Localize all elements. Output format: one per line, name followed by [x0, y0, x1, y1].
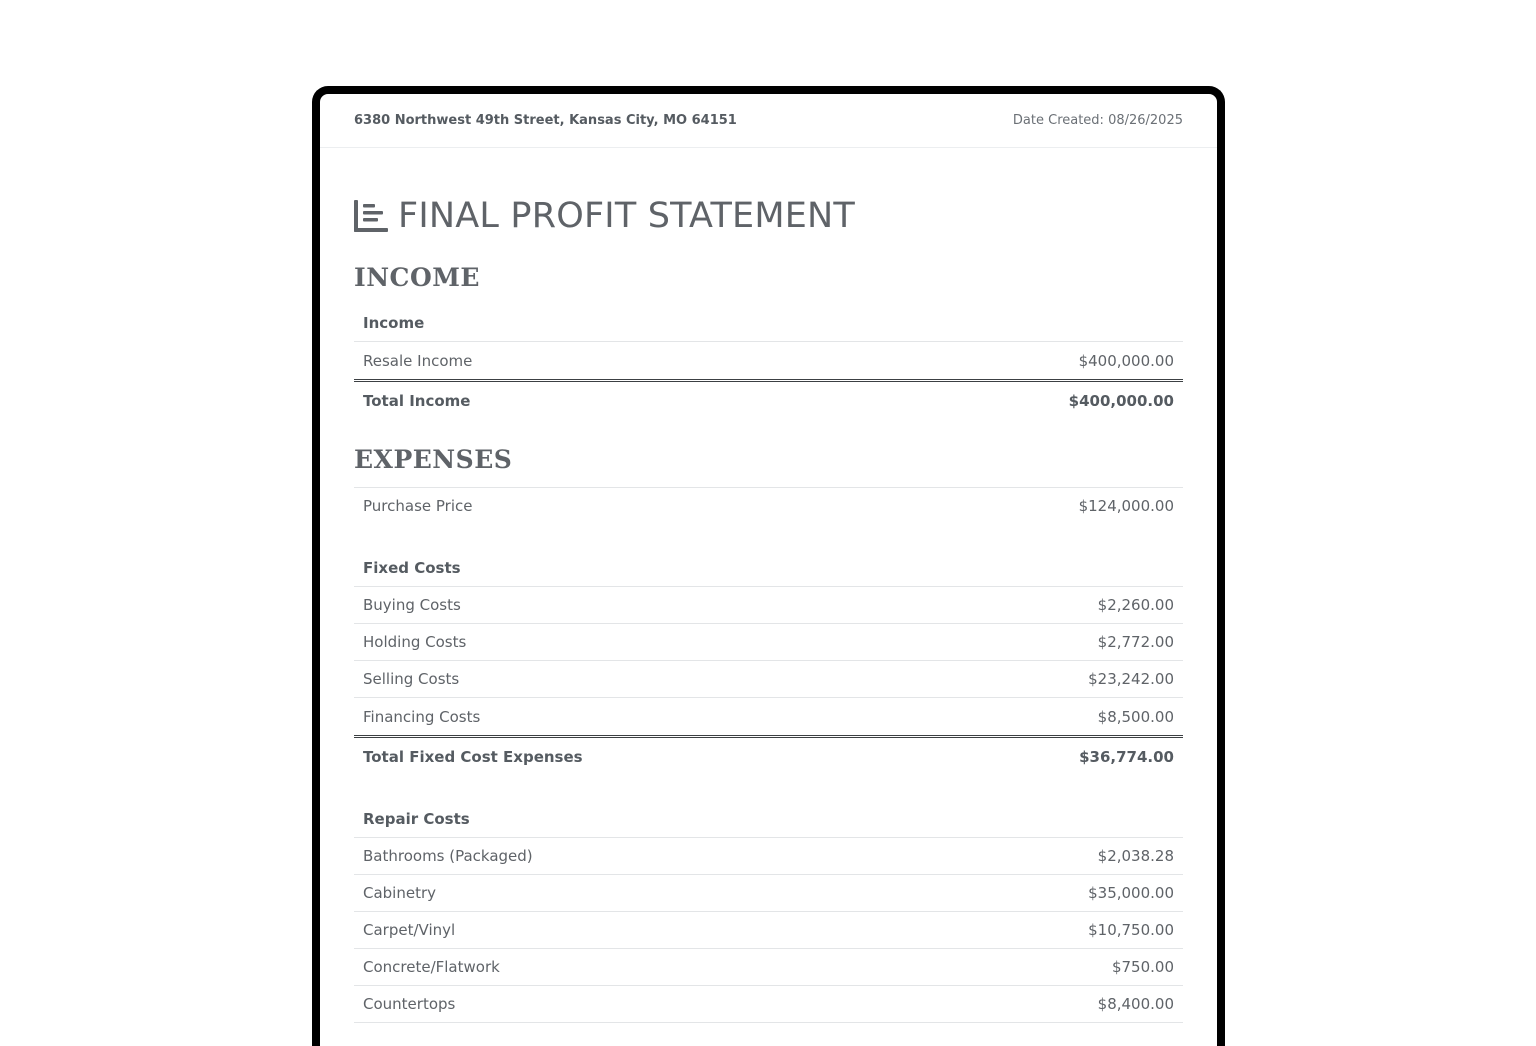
- row-value: $35,000.00: [1088, 884, 1174, 902]
- table-row: [354, 912, 1183, 949]
- table-row: [354, 949, 1183, 986]
- row-label: Bathrooms (Packaged): [363, 847, 533, 865]
- table-row: [354, 661, 1183, 698]
- purchase-price-row: [354, 487, 1183, 524]
- row-label: Financing Costs: [363, 707, 481, 726]
- row-value: $8,500.00: [1097, 707, 1174, 726]
- row-value: $23,242.00: [1088, 670, 1174, 688]
- date-created: Date Created: 08/26/2025: [1012, 113, 1183, 128]
- row-label: Selling Costs: [363, 670, 460, 688]
- table-row: [354, 698, 1183, 735]
- statement-body: [320, 196, 1217, 1023]
- table-row: [354, 624, 1183, 661]
- table-row: [354, 587, 1183, 624]
- fixed-costs-label: Fixed Costs: [363, 559, 461, 577]
- repair-costs-group-header: [354, 801, 1183, 838]
- fixed-costs-total-row: [354, 735, 1183, 775]
- row-label: Carpet/Vinyl: [363, 921, 456, 939]
- total-value: $400,000.00: [1068, 391, 1174, 410]
- row-label: Resale Income: [363, 351, 473, 370]
- row-value: $124,000.00: [1078, 497, 1174, 515]
- income-group-header: [354, 305, 1183, 342]
- table-row: [354, 875, 1183, 912]
- row-label: Countertops: [363, 995, 456, 1013]
- document-header: [320, 94, 1217, 148]
- expenses-heading: EXPENSES: [354, 445, 513, 474]
- table-row: [354, 838, 1183, 875]
- statement-title-row: [354, 196, 1183, 236]
- report-icon: [354, 200, 388, 232]
- row-value: $8,400.00: [1097, 995, 1174, 1013]
- repair-costs-label: Repair Costs: [363, 810, 470, 828]
- income-heading: INCOME: [354, 263, 480, 292]
- property-address: 6380 Northwest 49th Street, Kansas City, MO 64151: [354, 113, 737, 128]
- statement-title: FINAL PROFIT STATEMENT: [398, 196, 856, 236]
- row-value: $400,000.00: [1078, 351, 1174, 370]
- income-total-row: [354, 379, 1183, 419]
- row-label: Cabinetry: [363, 884, 437, 902]
- row-label: Holding Costs: [363, 633, 467, 651]
- table-row: [354, 986, 1183, 1023]
- total-value: $36,774.00: [1079, 747, 1174, 766]
- table-row: [354, 342, 1183, 379]
- fixed-costs-group-header: [354, 550, 1183, 587]
- row-value: $10,750.00: [1088, 921, 1174, 939]
- total-label: Total Income: [363, 391, 471, 410]
- row-label: Buying Costs: [363, 596, 461, 614]
- row-label: Purchase Price: [363, 497, 473, 515]
- device-frame: [312, 86, 1225, 1046]
- row-value: $750.00: [1111, 958, 1174, 976]
- row-value: $2,260.00: [1097, 596, 1174, 614]
- row-label: Concrete/Flatwork: [363, 958, 500, 976]
- row-value: $2,038.28: [1097, 847, 1174, 865]
- row-value: $2,772.00: [1097, 633, 1174, 651]
- income-group-label: Income: [363, 314, 425, 332]
- total-label: Total Fixed Cost Expenses: [363, 747, 583, 766]
